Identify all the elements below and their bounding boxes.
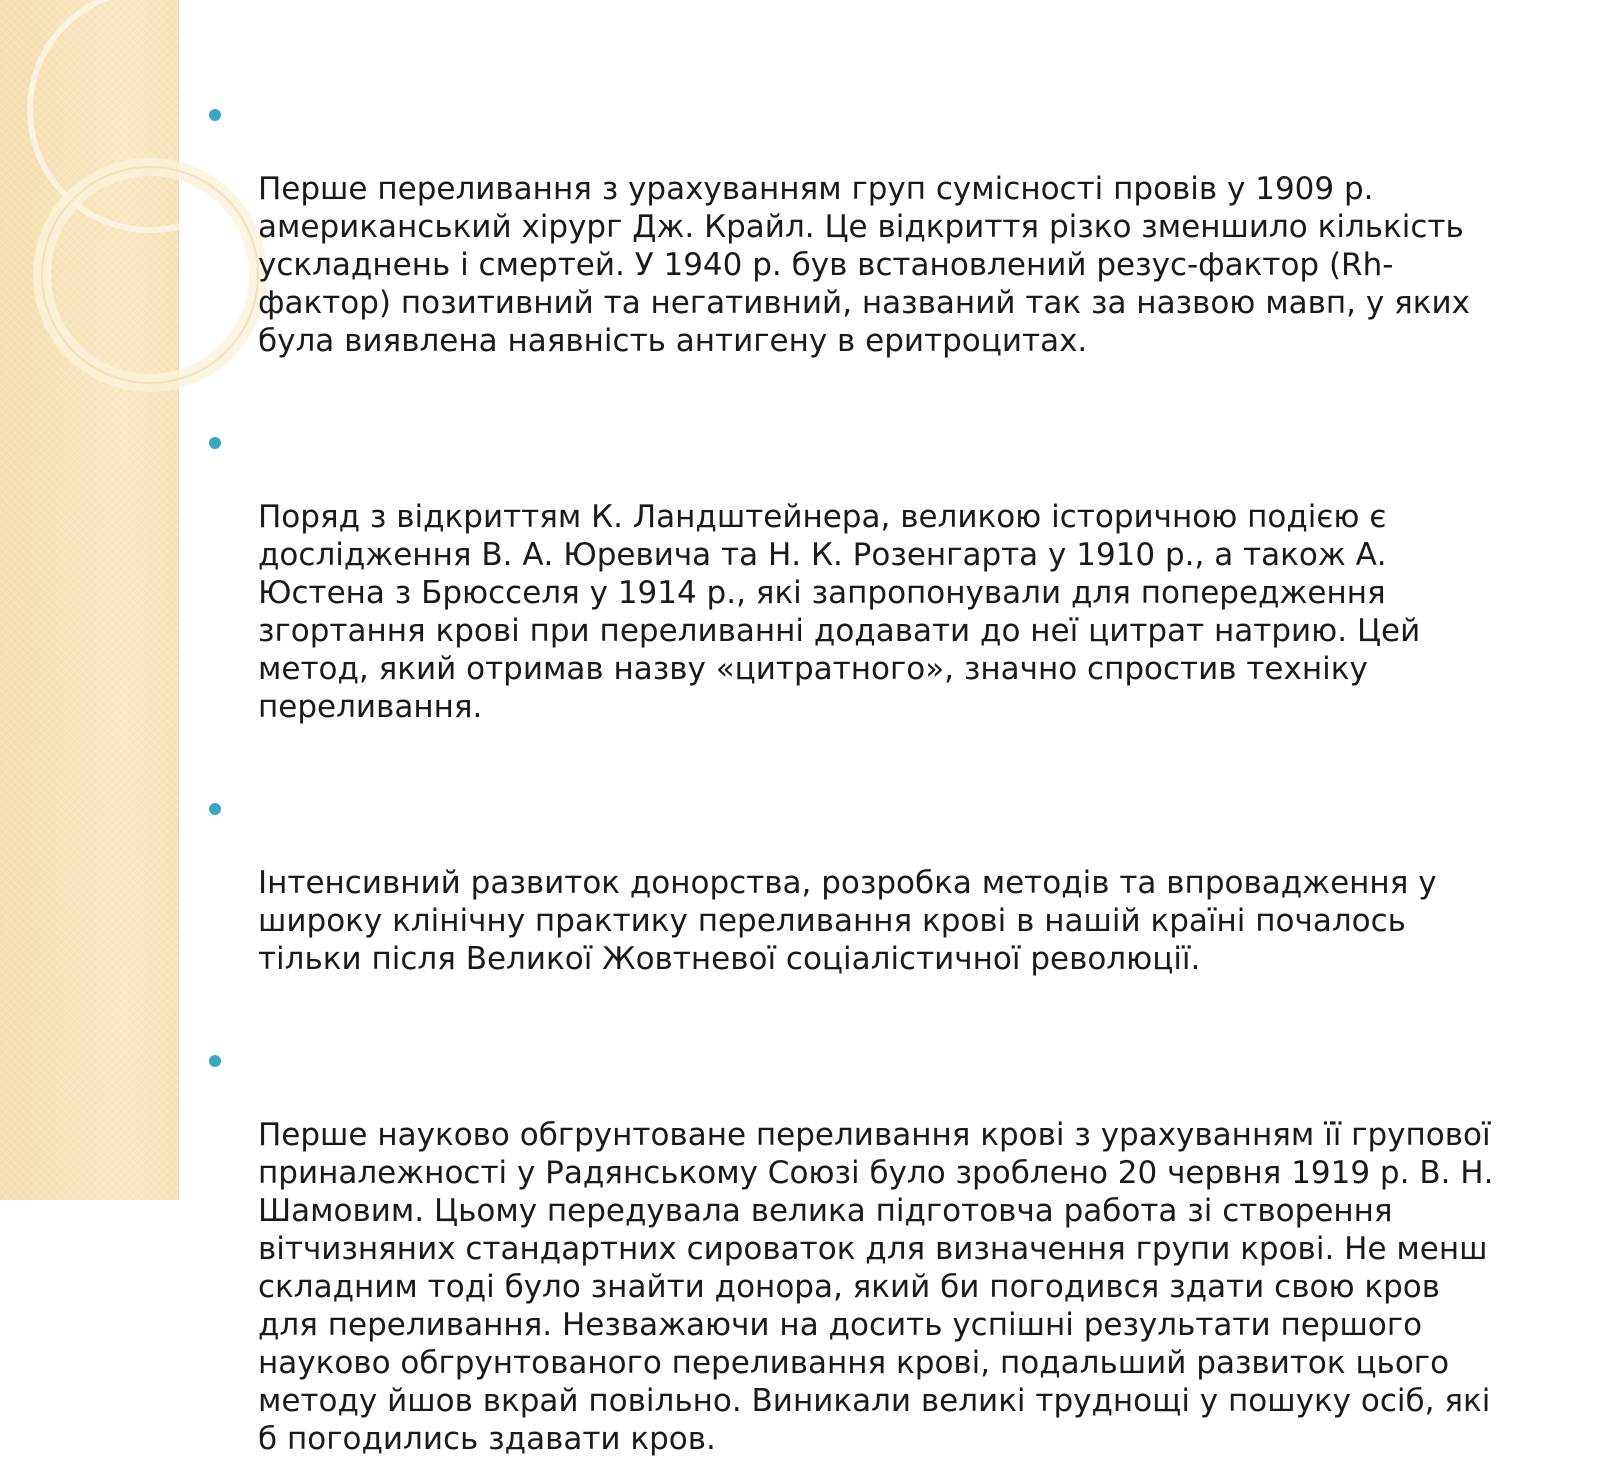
bullet-item-2 xyxy=(206,422,1576,726)
bullet-dot-icon xyxy=(209,1055,221,1067)
bullet-text-3: Інтенсивний развиток донорства, розробка методів та впровадження у широку клінічну практику переливання крові в нашій країні почалось тільки після Великої Жовтневої соціалістичної революції. xyxy=(258,865,1437,977)
bullet-dot-icon xyxy=(209,109,221,121)
bullet-text-2: Поряд з відкриттям К. Ландштейнера, великою історичною подією є дослідження В. А. Юревича та Н. К. Розенгарта у 1910 р., а також А. Юстена з Брюсселя у 1914 р., які запропонували для попередження згортання крові при переливанні додавати до неї цитрат натрию. Цей метод, який отримав назву «цитратного», значно спростив техніку переливання. xyxy=(258,499,1421,725)
bullet-item-1 xyxy=(206,94,1576,360)
decorative-side-panel xyxy=(0,0,179,1200)
bullet-dot-icon xyxy=(209,803,221,815)
bullet-text-1: Перше переливання з урахуванням груп сумісності провів у 1909 р. американський хірург Дж. Крайл. Це відкриття різко зменшило кількість ускладнень і смертей. У 1940 р. був встановлений резус-фактор (Rh- фактор) позитивний та негативний, названий так за назвою мавп, у яких була виявлена наявність антигену в еритроцитах. xyxy=(258,171,1470,359)
bullet-item-3 xyxy=(206,788,1576,978)
bullet-item-4 xyxy=(206,1040,1576,1458)
bullet-list xyxy=(206,94,1576,1458)
decorative-rings xyxy=(0,0,178,420)
bullet-dot-icon xyxy=(209,437,221,449)
bullet-text-4: Перше науково обгрунтоване переливання крові з урахуванням її групової приналежності у Радянському Союзі було зроблено 20 червня 1919 р. В. Н. Шамовим. Цьому передувала велика підготовча работа зі створення вітчизняних стандартних сироваток для визначення групи крові. Не менш складним тоді було знайти донора, який би погодився здати свою кров для переливання. Незважаючи на досить успішні результати першого науково обгрунтованого переливання крові, подальший развиток цього методу йшов вкрай повільно. Виникали великі труднощі у пошуку осіб, які б погодились здавати кров. xyxy=(258,1117,1494,1457)
